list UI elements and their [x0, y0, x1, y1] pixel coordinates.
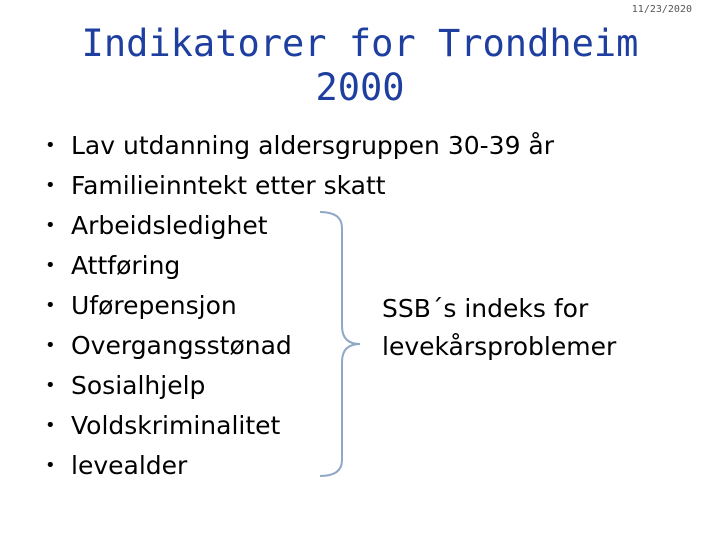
list-item-text: levealder: [71, 451, 188, 480]
annotation-line-2: levekårsproblemer: [382, 332, 617, 361]
list-item-text: Arbeidsledighet: [71, 211, 268, 240]
bullet-icon: •: [45, 415, 56, 436]
bullet-icon: •: [45, 215, 56, 236]
bullet-icon: •: [45, 175, 56, 196]
slide-title: [0, 22, 720, 110]
bullet-icon: •: [45, 135, 56, 156]
list-item: [45, 446, 554, 486]
list-item: [45, 126, 554, 166]
bullet-icon: •: [45, 455, 56, 476]
title-line-2: 2000: [315, 66, 405, 109]
list-item-text: Attføring: [71, 251, 181, 280]
annotation-line-1: SSB´s indeks for: [382, 294, 589, 323]
bullet-icon: •: [45, 295, 56, 316]
list-item: [45, 166, 554, 206]
list-item: [45, 406, 554, 446]
list-item: [45, 366, 554, 406]
title-line-1: Indikatorer for Trondheim: [81, 22, 639, 65]
bullet-icon: •: [45, 335, 56, 356]
list-item-text: Lav utdanning aldersgruppen 30-39 år: [71, 131, 555, 160]
list-item-text: Overgangsstønad: [71, 331, 292, 360]
list-item-text: Sosialhjelp: [71, 371, 206, 400]
slide-date: 11/23/2020: [631, 4, 692, 15]
list-item: [45, 206, 554, 246]
list-item-text: Uførepensjon: [71, 291, 237, 320]
list-item-text: Voldskriminalitet: [71, 411, 281, 440]
list-item-text: Familieinntekt etter skatt: [71, 171, 386, 200]
list-item: [45, 246, 554, 286]
bullet-icon: •: [45, 255, 56, 276]
right-brace-icon: [312, 208, 372, 480]
index-annotation: [382, 290, 616, 366]
bullet-icon: •: [45, 375, 56, 396]
